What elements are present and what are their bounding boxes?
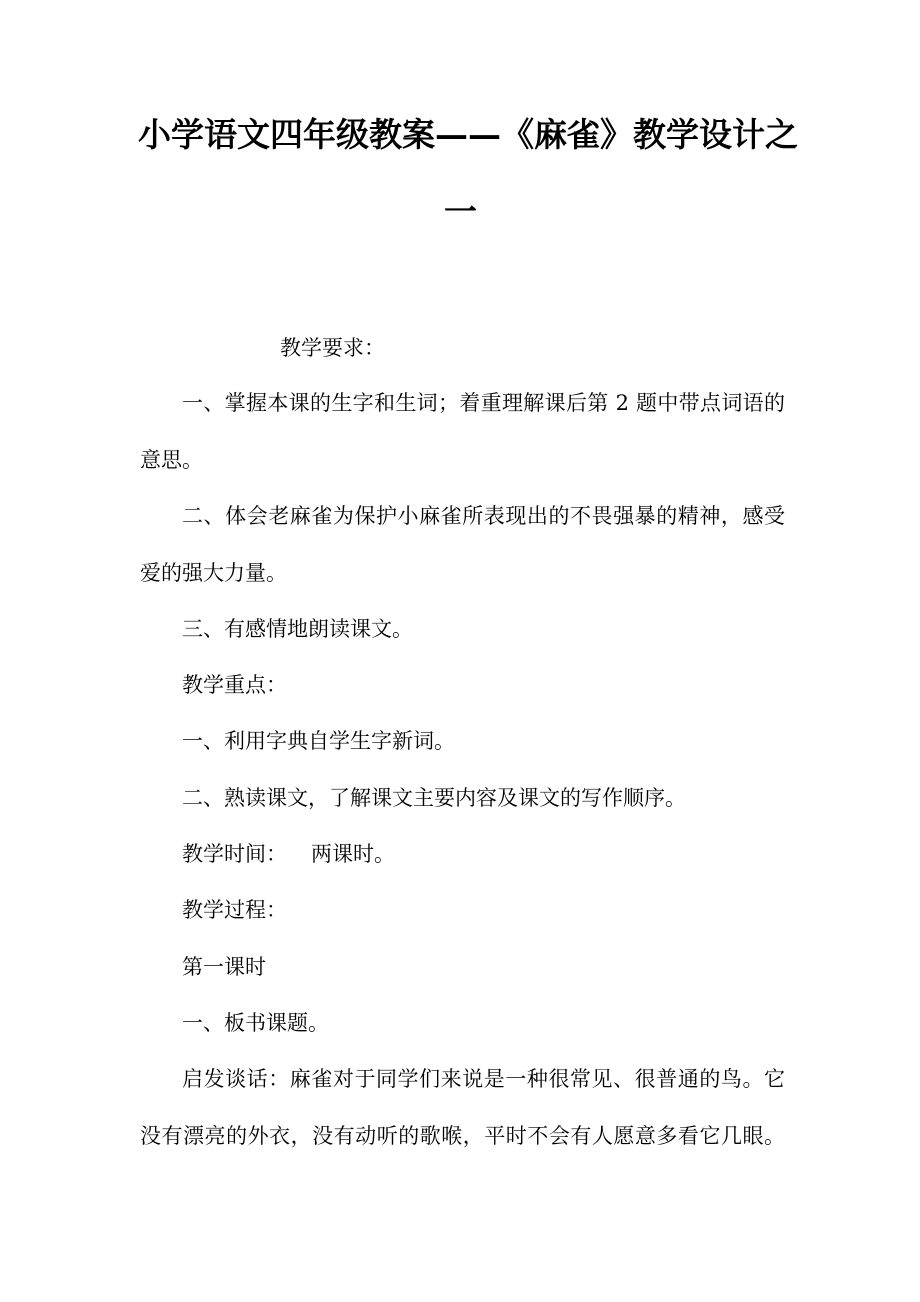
teaching-time-label: 教学时间： [182, 842, 287, 866]
requirement-2-line-1: 二、体会老麻雀为保护小麻雀所表现出的不畏强暴的精神，感受 [182, 504, 785, 528]
requirement-1-line-2: 意思。 [140, 448, 203, 472]
document-title-line-1: 小学语文四年级教案——《麻雀》教学设计之 [138, 115, 798, 154]
process-heading: 教学过程： [182, 898, 287, 922]
lesson-1-heading: 第一课时 [182, 955, 266, 979]
requirement-2-line-2: 爱的强大力量。 [140, 561, 287, 585]
intro-line-1: 启发谈话：麻雀对于同学们来说是一种很常见、很普通的鸟。它 [182, 1067, 785, 1091]
requirement-3: 三、有感情地朗读课文。 [182, 617, 413, 641]
teaching-time-value: 两课时。 [311, 842, 395, 866]
requirement-1-line-1: 一、掌握本课的生字和生词；着重理解课后第 2 题中带点词语的 [182, 391, 785, 415]
intro-line-2: 没有漂亮的外衣，没有动听的歌喉，平时不会有人愿意多看它几眼。 [140, 1124, 785, 1148]
teaching-time [140, 840, 785, 868]
focus-heading: 教学重点： [182, 673, 287, 697]
requirements-heading: 教学要求： [280, 336, 385, 360]
focus-1: 一、利用字典自学生字新词。 [182, 729, 455, 753]
focus-2: 二、熟读课文，了解课文主要内容及课文的写作顺序。 [182, 786, 686, 810]
step-1: 一、板书课题。 [182, 1011, 329, 1035]
document-title-line-2: 一 [444, 192, 477, 231]
